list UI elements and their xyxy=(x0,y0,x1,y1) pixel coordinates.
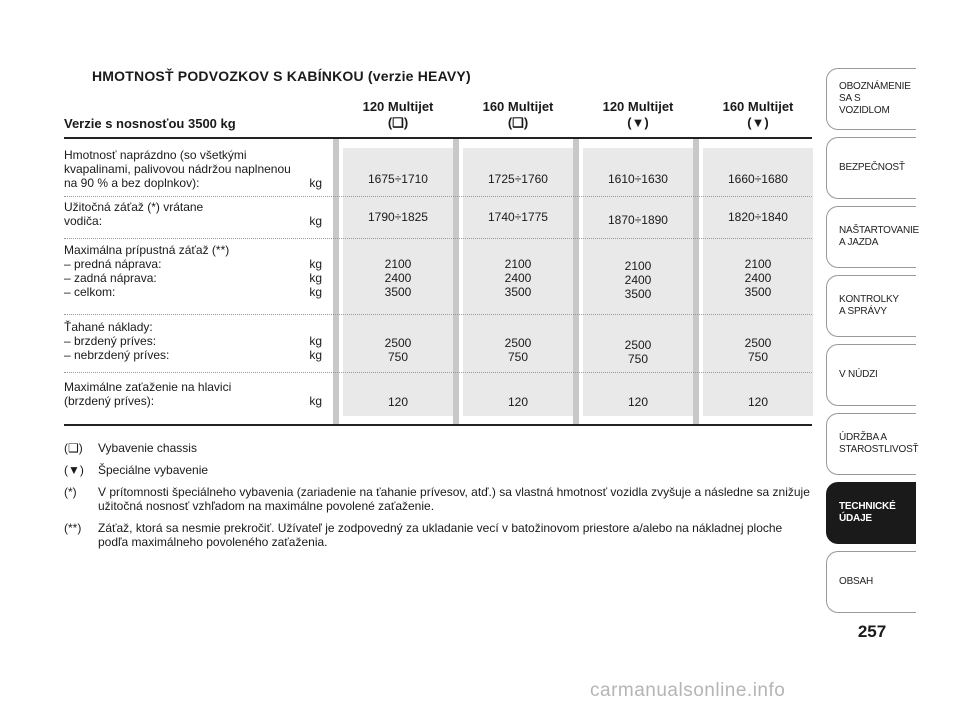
column-header xyxy=(463,99,573,131)
column-header-variant: (▼) xyxy=(747,115,769,130)
row-divider xyxy=(64,372,812,373)
table-cell xyxy=(343,336,453,364)
row-label-line xyxy=(64,394,322,408)
table-header-left: Verzie s nosnosťou 3500 kg xyxy=(64,116,236,131)
cell-value: 750 xyxy=(747,350,769,364)
row-label-text: kvapalinami, palivovou nádržou naplnenou xyxy=(64,162,291,176)
table-cell xyxy=(583,259,693,301)
column-header xyxy=(703,99,813,131)
cell-value: 750 xyxy=(507,350,529,364)
cell-value: 2400 xyxy=(384,271,412,285)
chapter-tab[interactable] xyxy=(826,206,920,268)
unit-label: kg xyxy=(309,271,322,285)
column-header xyxy=(343,99,453,131)
column-header xyxy=(583,99,693,131)
footnote xyxy=(64,441,814,455)
footnote-text: Špeciálne vybavenie xyxy=(98,463,209,477)
cell-value: 2100 xyxy=(504,257,532,271)
table-cell xyxy=(703,336,813,364)
cell-value: 750 xyxy=(627,352,649,366)
row-label-line xyxy=(64,334,322,348)
row-label xyxy=(64,320,322,362)
cell-value: 1790÷1825 xyxy=(368,210,428,224)
column-separator xyxy=(333,138,339,426)
footnote-symbol: (**) xyxy=(64,521,82,535)
unit-label: kg xyxy=(309,285,322,299)
table-cell xyxy=(343,210,453,224)
chapter-tab-label: BEZPEČNOSŤ xyxy=(839,162,905,173)
chapter-tab-label: NAŠTARTOVANIE A JAZDA xyxy=(839,225,920,248)
table-cell xyxy=(463,257,573,299)
table-cell xyxy=(463,395,573,409)
cell-value: 1675÷1710 xyxy=(368,172,428,186)
cell-value: 2100 xyxy=(624,259,652,273)
row-label-line xyxy=(64,257,322,271)
table-cell xyxy=(583,172,693,186)
row-label-text: vodiča: xyxy=(64,214,103,228)
row-divider xyxy=(64,314,812,315)
cell-value: 1740÷1775 xyxy=(488,210,548,224)
cell-value: 3500 xyxy=(384,285,412,299)
page-number: 257 xyxy=(857,622,887,641)
column-header-model: 160 Multijet xyxy=(482,99,554,114)
cell-value: 2400 xyxy=(504,271,532,285)
table-cell xyxy=(463,172,573,186)
cell-value: 2100 xyxy=(384,257,412,271)
row-label-text: na 90 % a bez doplnkov): xyxy=(64,176,200,190)
column-header-model: 120 Multijet xyxy=(602,99,674,114)
column-header-variant: (❑) xyxy=(507,115,529,130)
unit-label: kg xyxy=(309,257,322,271)
cell-value: 2500 xyxy=(624,338,652,352)
row-label-line xyxy=(64,200,322,214)
chapter-tab-label: ÚDRŽBA A STAROSTLIVOSŤ xyxy=(839,432,919,455)
row-label-text: Užitočná záťaž (*) vrátane xyxy=(64,200,204,214)
column-header-variant: (❑) xyxy=(387,115,409,130)
cell-value: 3500 xyxy=(744,285,772,299)
table-cell xyxy=(463,336,573,364)
row-label-text: – zadná náprava: xyxy=(64,271,157,285)
row-divider xyxy=(64,196,812,197)
table-cell xyxy=(703,172,813,186)
cell-value: 2400 xyxy=(624,273,652,287)
table-cell xyxy=(583,213,693,227)
cell-value: 2400 xyxy=(744,271,772,285)
row-label-line xyxy=(64,243,322,257)
column-header-variant: (▼) xyxy=(627,115,649,130)
table-cell xyxy=(343,257,453,299)
row-label-line xyxy=(64,162,322,176)
table-cell xyxy=(343,395,453,409)
footnote xyxy=(64,463,814,477)
chapter-tab-label: TECHNICKÉ ÚDAJE xyxy=(839,501,896,524)
row-label-line xyxy=(64,320,322,334)
table-rule xyxy=(64,137,812,139)
column-header-model: 160 Multijet xyxy=(722,99,794,114)
cell-value: 2500 xyxy=(744,336,772,350)
section-title: HMOTNOSŤ PODVOZKOV S KABÍNKOU (verzie HEAVY) xyxy=(92,68,471,84)
cell-value: 3500 xyxy=(504,285,532,299)
row-label-text: Maximálna prípustná záťaž (**) xyxy=(64,243,230,257)
row-label-line xyxy=(64,176,322,190)
unit-label: kg xyxy=(309,176,322,190)
cell-value: 120 xyxy=(387,395,409,409)
cell-value: 1725÷1760 xyxy=(488,172,548,186)
row-label-line xyxy=(64,271,322,285)
row-label-text: – brzdený príves: xyxy=(64,334,157,348)
chapter-tab[interactable] xyxy=(826,344,916,406)
unit-label: kg xyxy=(309,334,322,348)
cell-value: 3500 xyxy=(624,287,652,301)
column-separator xyxy=(573,138,579,426)
column-separator xyxy=(693,138,699,426)
watermark: carmanualsonline.info xyxy=(590,680,786,701)
footnote-symbol: (❑) xyxy=(64,441,83,455)
chapter-tab[interactable] xyxy=(826,275,916,337)
row-label xyxy=(64,380,322,408)
table-rule xyxy=(64,424,812,426)
footnote-symbol: (*) xyxy=(64,485,77,499)
unit-label: kg xyxy=(309,214,322,228)
table-cell xyxy=(703,395,813,409)
row-label-line xyxy=(64,285,322,299)
unit-label: kg xyxy=(309,348,322,362)
row-label xyxy=(64,243,322,299)
cell-value: 2100 xyxy=(744,257,772,271)
row-label-text: – predná náprava: xyxy=(64,257,162,271)
footnote xyxy=(64,521,814,549)
chapter-tab[interactable] xyxy=(826,551,916,613)
footnote-symbol: (▼) xyxy=(64,463,84,477)
row-label-text: – nebrzdený príves: xyxy=(64,348,170,362)
row-label-text: – celkom: xyxy=(64,285,116,299)
chapter-tab[interactable] xyxy=(826,137,916,199)
chapter-tab-label: KONTROLKY A SPRÁVY xyxy=(839,294,899,317)
chapter-tab-label: OBOZNÁMENIE SA S VOZIDLOM xyxy=(839,81,911,116)
chapter-tab-label: V NÚDZI xyxy=(839,369,878,380)
chapter-tab[interactable] xyxy=(826,482,916,544)
row-label-line xyxy=(64,348,322,362)
row-label-text: Ťahané náklady: xyxy=(64,320,153,334)
cell-value: 1610÷1630 xyxy=(608,172,668,186)
table-cell xyxy=(343,172,453,186)
table-cell xyxy=(703,210,813,224)
cell-value: 120 xyxy=(507,395,529,409)
chapter-tab[interactable] xyxy=(826,413,919,475)
cell-value: 2500 xyxy=(504,336,532,350)
table-cell xyxy=(703,257,813,299)
table-cell xyxy=(463,210,573,224)
footnote xyxy=(64,485,814,513)
row-label xyxy=(64,148,322,190)
table-cell xyxy=(583,395,693,409)
cell-value: 750 xyxy=(387,350,409,364)
chapter-tab[interactable] xyxy=(826,68,916,130)
cell-value: 1820÷1840 xyxy=(728,210,788,224)
row-divider xyxy=(64,238,812,239)
cell-value: 2500 xyxy=(384,336,412,350)
footnote-text: Vybavenie chassis xyxy=(98,441,197,455)
cell-value: 1870÷1890 xyxy=(608,213,668,227)
chapter-tab-label: OBSAH xyxy=(839,576,874,587)
footnotes xyxy=(64,441,814,557)
row-label-text: Maximálne zaťaženie na hlavici xyxy=(64,380,232,394)
row-label-line xyxy=(64,148,322,162)
row-label-line xyxy=(64,380,322,394)
row-label-line xyxy=(64,214,322,228)
table-cell xyxy=(583,338,693,366)
cell-value: 1660÷1680 xyxy=(728,172,788,186)
column-separator xyxy=(453,138,459,426)
footnote-text: V prítomnosti špeciálneho vybavenia (zariadenie na ťahanie prívesov, atď.) sa vlastná hmotnosť vozidla zvyšuje a následne sa znižuje užitočná nosnosť vzhľadom na maximálne povolené zaťaženie. xyxy=(98,485,810,513)
column-header-model: 120 Multijet xyxy=(362,99,434,114)
row-label xyxy=(64,200,322,228)
footnote-text: Záťaž, ktorá sa nesmie prekročiť. Užívateľ je zodpovedný za ukladanie vecí v batožinovom priestore a/alebo na nákladnej ploche podľa maximálneho povoleného zaťaženia. xyxy=(98,521,783,549)
row-label-text: Hmotnosť naprázdno (so všetkými xyxy=(64,148,247,162)
unit-label: kg xyxy=(309,394,322,408)
cell-value: 120 xyxy=(747,395,769,409)
row-label-text: (brzdený príves): xyxy=(64,394,155,408)
cell-value: 120 xyxy=(627,395,649,409)
